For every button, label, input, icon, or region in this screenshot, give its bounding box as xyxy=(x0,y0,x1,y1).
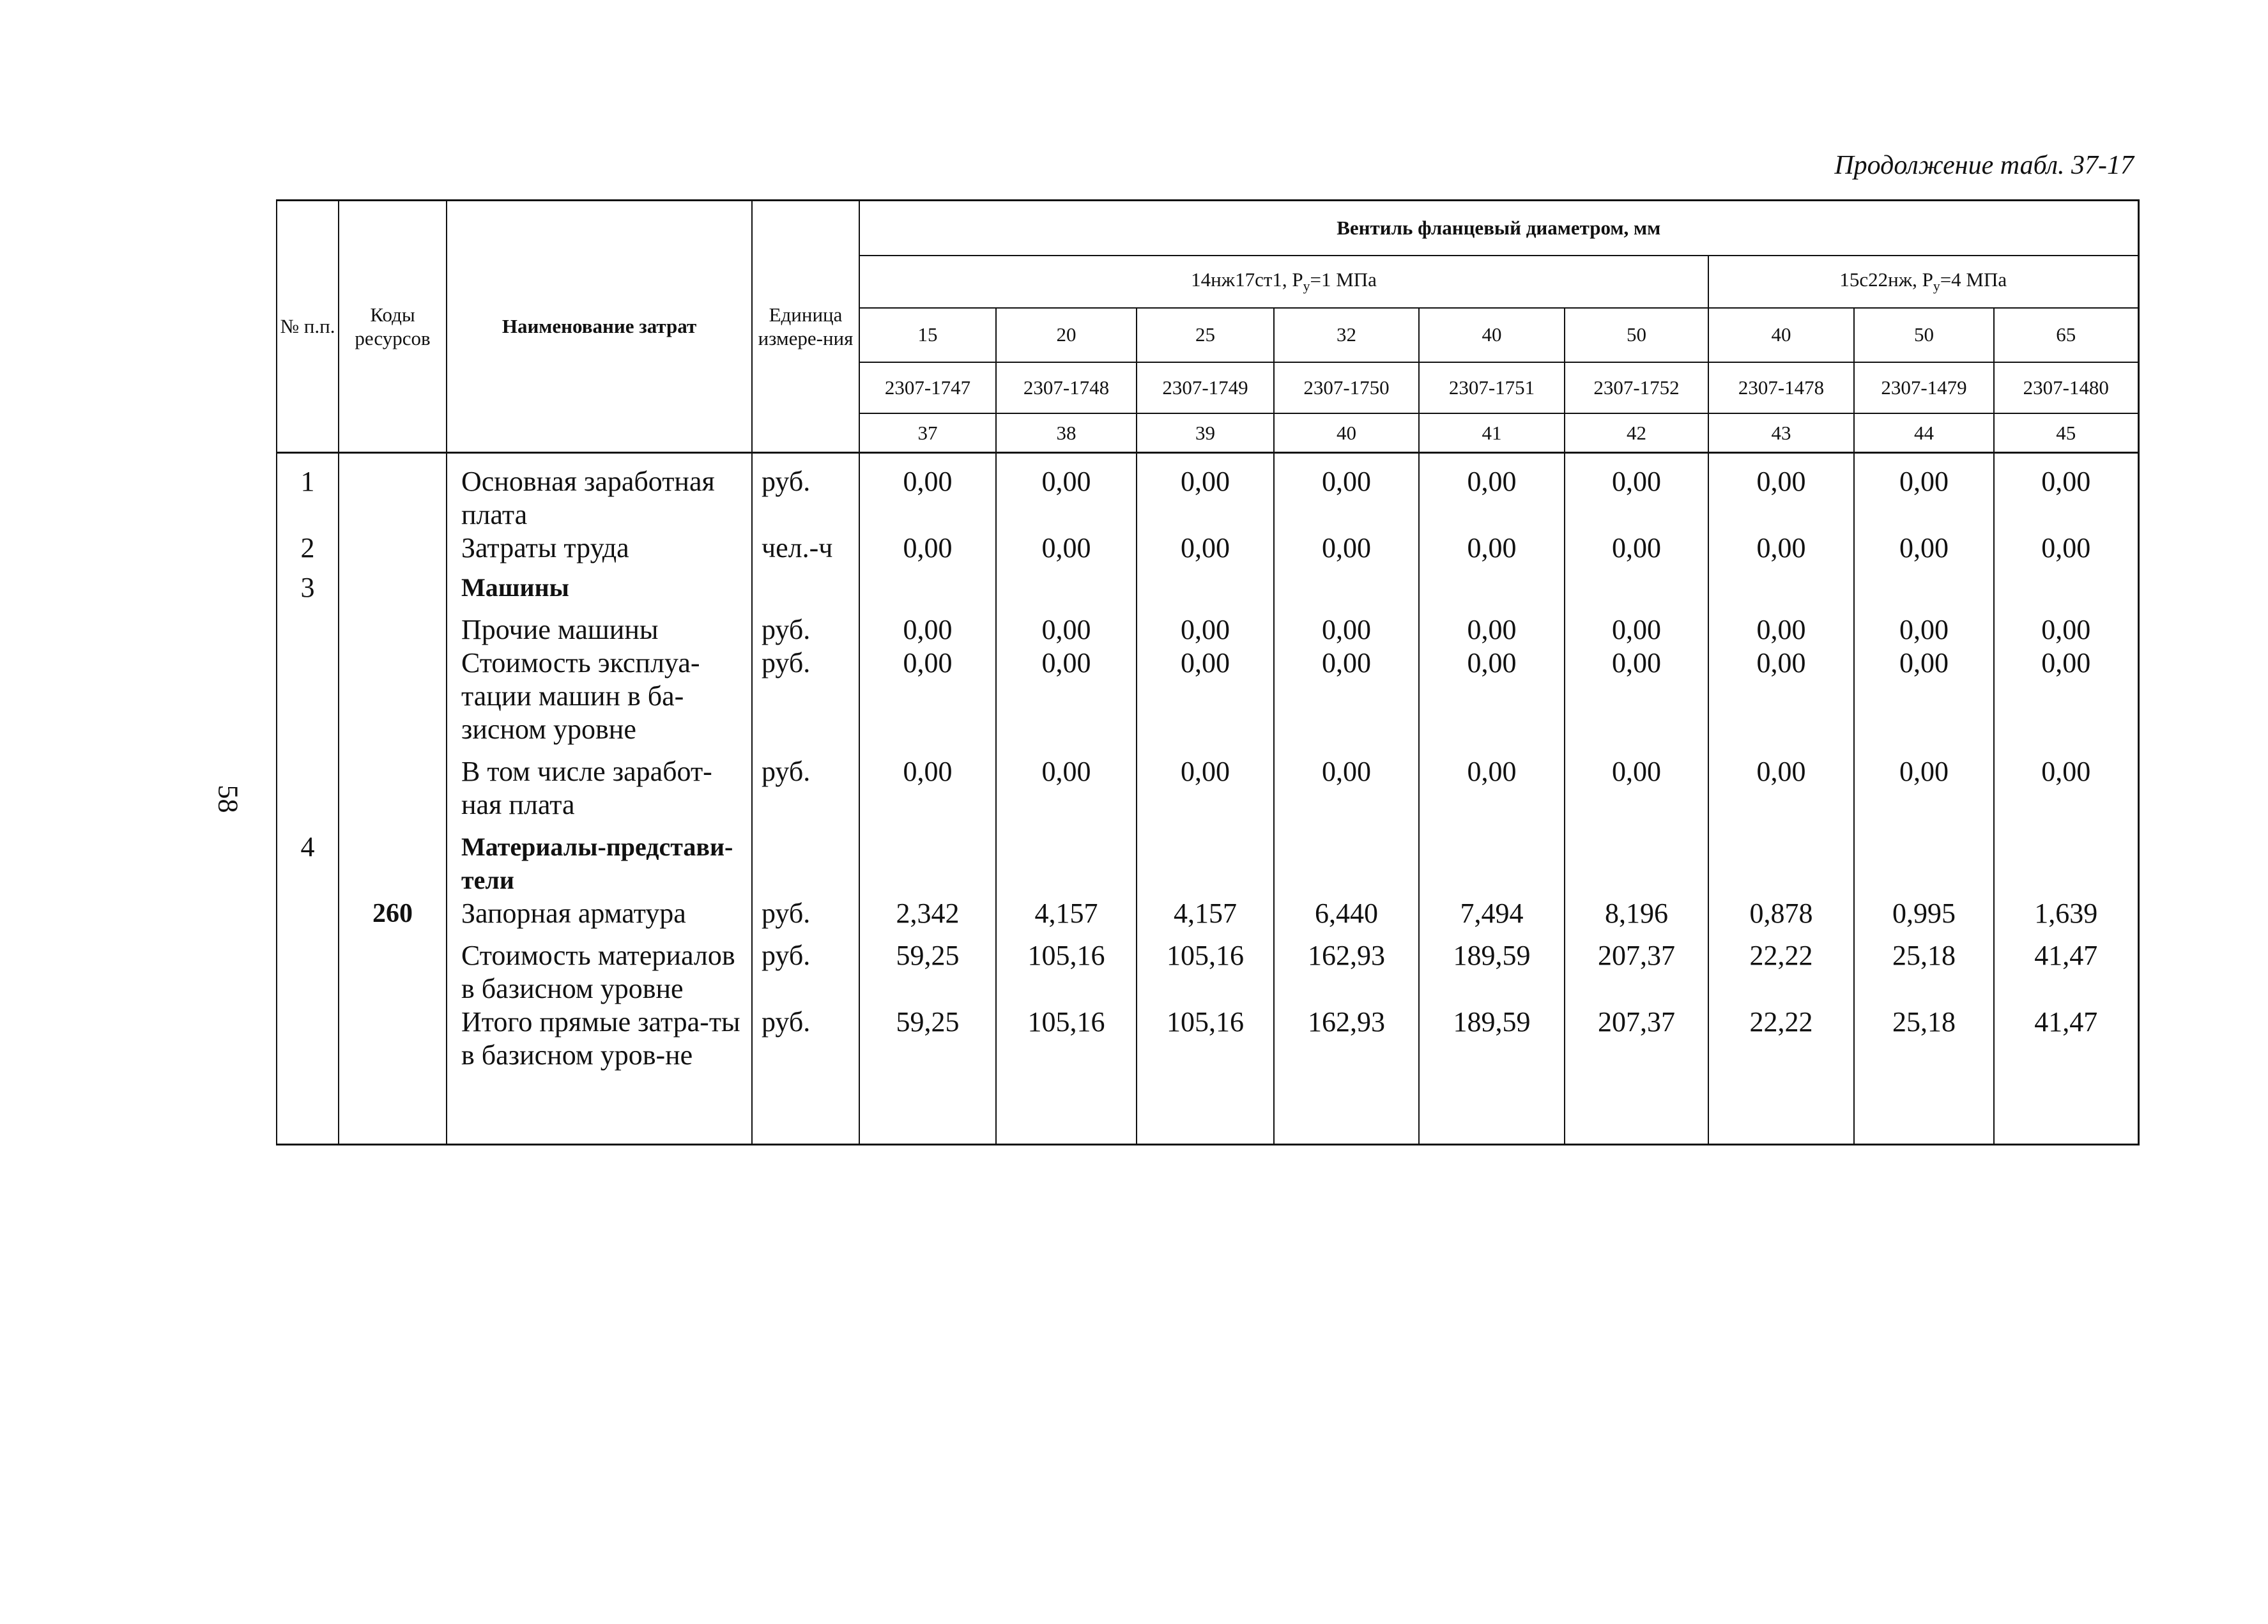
value-cell: 0,00 xyxy=(859,453,996,532)
value-cell: 0,00 xyxy=(1137,613,1274,647)
value-cell: 0,00 xyxy=(1708,647,1854,755)
resource-code-cell xyxy=(339,939,447,1006)
table-row xyxy=(277,532,2138,565)
diameter-cell: 40 xyxy=(1419,308,1565,362)
resource-code-cell xyxy=(339,532,447,565)
diameter-cell: 25 xyxy=(1137,308,1274,362)
value-cell xyxy=(1274,831,1419,897)
filler-cell xyxy=(996,1072,1137,1145)
table-header xyxy=(277,201,2138,453)
unit-cell: чел.-ч xyxy=(752,532,859,565)
resource-code-cell xyxy=(339,647,447,755)
value-cell: 59,25 xyxy=(859,939,996,1006)
value-cell: 0,00 xyxy=(1854,647,1994,755)
resource-code-cell xyxy=(339,453,447,532)
value-cell: 162,93 xyxy=(1274,1006,1419,1072)
resource-code-cell xyxy=(339,1006,447,1072)
row-number-cell: 2 xyxy=(277,532,339,565)
value-cell: 0,00 xyxy=(1565,755,1708,831)
header-subgroup-1 xyxy=(859,256,1708,308)
column-number-cell: 38 xyxy=(996,413,1137,453)
value-cell: 189,59 xyxy=(1419,939,1565,1006)
filler-cell xyxy=(1137,1072,1274,1145)
value-cell: 0,00 xyxy=(996,453,1137,532)
value-cell: 207,37 xyxy=(1565,1006,1708,1072)
value-cell: 25,18 xyxy=(1854,939,1994,1006)
value-cell: 41,47 xyxy=(1994,1006,2138,1072)
subgroup-1-rest: =1 МПа xyxy=(1310,268,1377,291)
value-cell: 2,342 xyxy=(859,897,996,939)
value-cell: 162,93 xyxy=(1274,939,1419,1006)
column-number-cell: 45 xyxy=(1994,413,2138,453)
value-cell: 0,00 xyxy=(859,532,996,565)
value-cell: 0,00 xyxy=(996,647,1137,755)
value-cell: 0,00 xyxy=(1708,755,1854,831)
cost-name-cell: Стоимость эксплуа-тации машин в ба-зисном уровне xyxy=(447,647,752,755)
value-cell: 0,00 xyxy=(1708,532,1854,565)
value-cell: 0,00 xyxy=(1419,755,1565,831)
cost-name-cell: Итого прямые затра-ты в базисном уров-не xyxy=(447,1006,752,1072)
value-cell: 7,494 xyxy=(1419,897,1565,939)
filler-cell xyxy=(752,1072,859,1145)
rate-code-cell: 2307-1749 xyxy=(1137,362,1274,413)
value-cell: 207,37 xyxy=(1565,939,1708,1006)
header-codes: Коды ресурсов xyxy=(339,201,447,453)
header-no: № п.п. xyxy=(277,201,339,453)
value-cell: 0,00 xyxy=(1274,532,1419,565)
value-cell: 6,440 xyxy=(1274,897,1419,939)
cost-name-cell: Затраты труда xyxy=(447,532,752,565)
column-number-cell: 39 xyxy=(1137,413,1274,453)
table-row xyxy=(277,453,2138,532)
value-cell xyxy=(1994,565,2138,613)
table-filler-row xyxy=(277,1072,2138,1145)
value-cell xyxy=(1137,831,1274,897)
value-cell: 1,639 xyxy=(1994,897,2138,939)
row-number-cell xyxy=(277,939,339,1006)
subgroup-1-label: 14нж17ст1, P xyxy=(1191,268,1303,291)
table-row xyxy=(277,565,2138,613)
row-number-cell xyxy=(277,1006,339,1072)
table-row xyxy=(277,831,2138,897)
column-number-cell: 41 xyxy=(1419,413,1565,453)
row-number-cell xyxy=(277,613,339,647)
value-cell: 0,878 xyxy=(1708,897,1854,939)
diameter-cell: 20 xyxy=(996,308,1137,362)
value-cell: 0,00 xyxy=(1994,755,2138,831)
table-row xyxy=(277,897,2138,939)
value-cell: 0,00 xyxy=(996,532,1137,565)
cost-name-cell: Машины xyxy=(447,565,752,613)
filler-cell xyxy=(447,1072,752,1145)
value-cell xyxy=(1708,831,1854,897)
value-cell xyxy=(859,565,996,613)
resource-code-cell xyxy=(339,565,447,613)
table-caption: Продолжение табл. 37-17 xyxy=(1834,151,2134,180)
value-cell: 0,00 xyxy=(1419,453,1565,532)
row-number-cell xyxy=(277,647,339,755)
value-cell: 0,00 xyxy=(1854,453,1994,532)
rate-code-cell: 2307-1748 xyxy=(996,362,1137,413)
value-cell: 0,00 xyxy=(1994,453,2138,532)
table-row xyxy=(277,939,2138,1006)
filler-cell xyxy=(1419,1072,1565,1145)
diameter-cell: 15 xyxy=(859,308,996,362)
unit-cell: руб. xyxy=(752,755,859,831)
cost-name-cell: Основная заработная плата xyxy=(447,453,752,532)
value-cell xyxy=(1274,565,1419,613)
value-cell: 105,16 xyxy=(996,1006,1137,1072)
value-cell: 0,00 xyxy=(1419,532,1565,565)
filler-cell xyxy=(1708,1072,1854,1145)
diameter-cell: 65 xyxy=(1994,308,2138,362)
row-number-cell xyxy=(277,755,339,831)
unit-cell: руб. xyxy=(752,939,859,1006)
value-cell: 0,00 xyxy=(1137,532,1274,565)
unit-cell: руб. xyxy=(752,453,859,532)
subgroup-2-label: 15с22нж, P xyxy=(1839,268,1933,291)
subgroup-1-sub: у xyxy=(1303,279,1310,295)
diameter-cell: 50 xyxy=(1854,308,1994,362)
value-cell: 105,16 xyxy=(1137,1006,1274,1072)
row-number-cell: 3 xyxy=(277,565,339,613)
row-number-cell: 4 xyxy=(277,831,339,897)
value-cell xyxy=(1565,831,1708,897)
subgroup-2-sub: у xyxy=(1933,279,1940,295)
rate-code-cell: 2307-1478 xyxy=(1708,362,1854,413)
value-cell: 0,00 xyxy=(1854,755,1994,831)
value-cell: 0,00 xyxy=(1137,647,1274,755)
header-group-title: Вентиль фланцевый диаметром, мм xyxy=(859,201,2138,256)
value-cell xyxy=(1137,565,1274,613)
cost-name-cell: Стоимость материалов в базисном уровне xyxy=(447,939,752,1006)
resource-table xyxy=(276,199,2140,1145)
filler-cell xyxy=(1854,1072,1994,1145)
value-cell xyxy=(1708,565,1854,613)
value-cell: 22,22 xyxy=(1708,1006,1854,1072)
rate-code-cell: 2307-1480 xyxy=(1994,362,2138,413)
value-cell: 0,00 xyxy=(1565,647,1708,755)
table-body xyxy=(277,453,2138,1145)
unit-cell: руб. xyxy=(752,613,859,647)
cost-name-cell: Запорная арматура xyxy=(447,897,752,939)
filler-cell xyxy=(859,1072,996,1145)
value-cell: 0,00 xyxy=(1994,532,2138,565)
value-cell: 0,00 xyxy=(1565,453,1708,532)
row-number-cell xyxy=(277,897,339,939)
unit-cell xyxy=(752,565,859,613)
value-cell: 0,00 xyxy=(1419,647,1565,755)
value-cell: 0,00 xyxy=(1419,613,1565,647)
subgroup-2-rest: =4 МПа xyxy=(1940,268,2007,291)
diameter-cell: 50 xyxy=(1565,308,1708,362)
value-cell: 189,59 xyxy=(1419,1006,1565,1072)
table-row xyxy=(277,1006,2138,1072)
resource-table-wrap xyxy=(276,199,2140,1145)
value-cell: 4,157 xyxy=(1137,897,1274,939)
table-row xyxy=(277,755,2138,831)
column-number-cell: 42 xyxy=(1565,413,1708,453)
header-subgroup-2 xyxy=(1708,256,2138,308)
value-cell: 59,25 xyxy=(859,1006,996,1072)
value-cell: 0,00 xyxy=(859,755,996,831)
value-cell: 0,00 xyxy=(1854,613,1994,647)
value-cell xyxy=(859,831,996,897)
value-cell xyxy=(996,831,1137,897)
value-cell: 0,995 xyxy=(1854,897,1994,939)
value-cell: 41,47 xyxy=(1994,939,2138,1006)
unit-cell xyxy=(752,831,859,897)
value-cell: 0,00 xyxy=(1274,453,1419,532)
value-cell xyxy=(1854,565,1994,613)
value-cell: 0,00 xyxy=(1565,613,1708,647)
value-cell: 0,00 xyxy=(859,613,996,647)
rate-code-cell: 2307-1479 xyxy=(1854,362,1994,413)
resource-code-cell xyxy=(339,831,447,897)
value-cell xyxy=(1565,565,1708,613)
resource-code-cell xyxy=(339,613,447,647)
value-cell: 0,00 xyxy=(996,613,1137,647)
rate-code-cell: 2307-1750 xyxy=(1274,362,1419,413)
value-cell: 0,00 xyxy=(1137,453,1274,532)
unit-cell: руб. xyxy=(752,897,859,939)
cost-name-cell: Материалы-представи-тели xyxy=(447,831,752,897)
value-cell: 0,00 xyxy=(1708,453,1854,532)
diameter-cell: 32 xyxy=(1274,308,1419,362)
header-name: Наименование затрат xyxy=(447,201,752,453)
column-number-cell: 37 xyxy=(859,413,996,453)
value-cell: 8,196 xyxy=(1565,897,1708,939)
value-cell xyxy=(996,565,1137,613)
value-cell: 0,00 xyxy=(1137,755,1274,831)
cost-name-cell: Прочие машины xyxy=(447,613,752,647)
value-cell: 0,00 xyxy=(996,755,1137,831)
filler-cell xyxy=(277,1072,339,1145)
value-cell: 4,157 xyxy=(996,897,1137,939)
filler-cell xyxy=(1274,1072,1419,1145)
rate-code-cell: 2307-1752 xyxy=(1565,362,1708,413)
row-number-cell: 1 xyxy=(277,453,339,532)
value-cell: 25,18 xyxy=(1854,1006,1994,1072)
filler-cell xyxy=(1994,1072,2138,1145)
value-cell xyxy=(1419,831,1565,897)
value-cell: 0,00 xyxy=(1994,613,2138,647)
value-cell xyxy=(1994,831,2138,897)
value-cell: 0,00 xyxy=(1854,532,1994,565)
page-number: 58 xyxy=(212,785,244,813)
value-cell: 0,00 xyxy=(1994,647,2138,755)
value-cell: 105,16 xyxy=(996,939,1137,1006)
cost-name-cell: В том числе заработ-ная плата xyxy=(447,755,752,831)
value-cell: 0,00 xyxy=(1274,613,1419,647)
column-number-cell: 44 xyxy=(1854,413,1994,453)
value-cell xyxy=(1854,831,1994,897)
table-row xyxy=(277,613,2138,647)
value-cell xyxy=(1419,565,1565,613)
value-cell: 0,00 xyxy=(1274,755,1419,831)
column-number-cell: 40 xyxy=(1274,413,1419,453)
value-cell: 0,00 xyxy=(1708,613,1854,647)
table-row xyxy=(277,647,2138,755)
value-cell: 0,00 xyxy=(859,647,996,755)
header-unit: Единица измере-ния xyxy=(752,201,859,453)
resource-code-cell: 260 xyxy=(339,897,447,939)
column-number-cell: 43 xyxy=(1708,413,1854,453)
unit-cell: руб. xyxy=(752,647,859,755)
rate-code-cell: 2307-1751 xyxy=(1419,362,1565,413)
resource-code-cell xyxy=(339,755,447,831)
value-cell: 22,22 xyxy=(1708,939,1854,1006)
value-cell: 105,16 xyxy=(1137,939,1274,1006)
diameter-cell: 40 xyxy=(1708,308,1854,362)
rate-code-cell: 2307-1747 xyxy=(859,362,996,413)
value-cell: 0,00 xyxy=(1274,647,1419,755)
value-cell: 0,00 xyxy=(1565,532,1708,565)
filler-cell xyxy=(339,1072,447,1145)
unit-cell: руб. xyxy=(752,1006,859,1072)
filler-cell xyxy=(1565,1072,1708,1145)
